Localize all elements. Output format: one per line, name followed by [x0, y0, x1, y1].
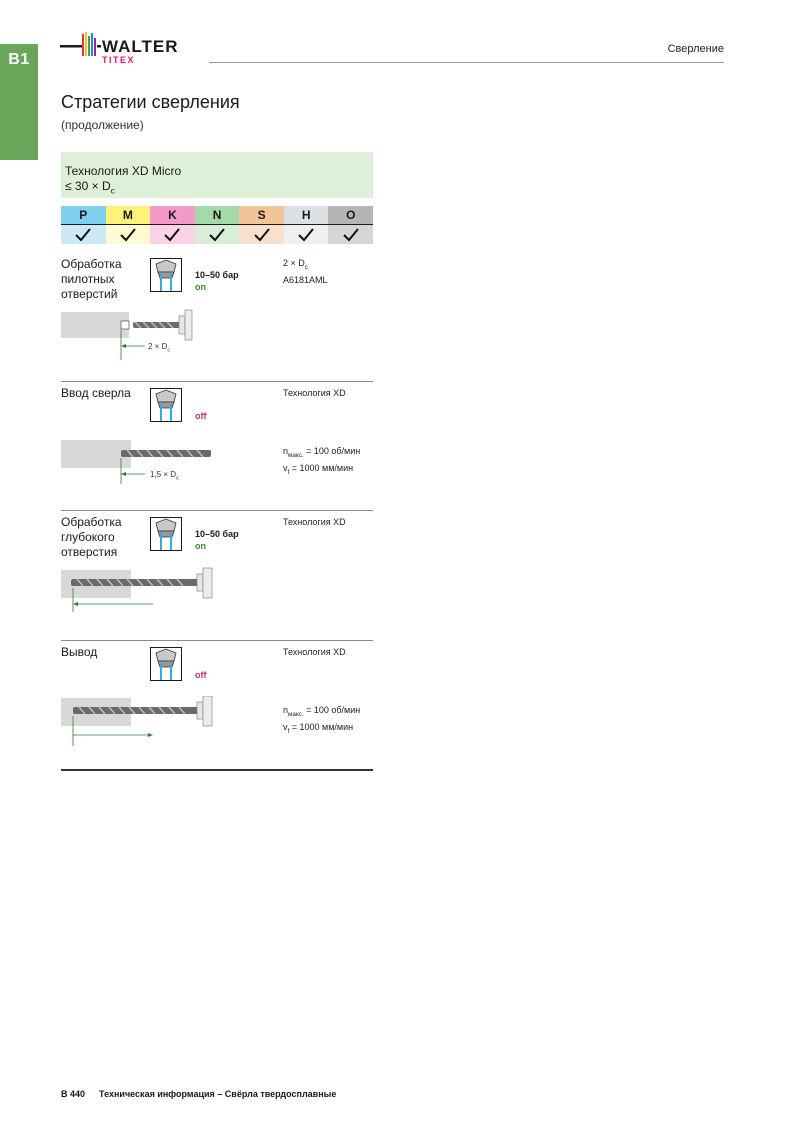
- technology-box: [61, 152, 373, 198]
- section-label: Сверление: [667, 43, 724, 55]
- step-label-retract: Вывод: [61, 645, 98, 659]
- material-column-h: [284, 206, 329, 244]
- header-rule: [209, 62, 724, 63]
- coolant-state: off: [195, 670, 207, 680]
- deep-hole-drill-diagram: [61, 566, 217, 617]
- material-letter: K: [150, 206, 195, 224]
- speed-params: $n_{макс.} = 100$ об/мин $v_f = 1000$ мм/мин: [283, 705, 361, 735]
- check-icon: [150, 224, 195, 244]
- page-subtitle: (продолжение): [61, 118, 144, 132]
- material-grid: [61, 206, 373, 244]
- material-column-o: [328, 206, 373, 244]
- chapter-tab: [0, 44, 38, 160]
- step-separator: [61, 381, 373, 382]
- coolant-pressure: 10–50 бар: [195, 529, 239, 539]
- retract-drill-diagram: [61, 696, 217, 751]
- check-icon: [328, 224, 373, 244]
- material-column-m: [106, 206, 151, 244]
- walter-titex-logo: [60, 30, 200, 66]
- page-footer: [61, 1089, 336, 1099]
- coolant-state: on: [195, 282, 206, 292]
- coolant-pressure: 10–50 бар: [195, 270, 239, 280]
- step-label-entry: Ввод сверла: [61, 386, 131, 400]
- technology-name: Технология XD Micro: [65, 164, 182, 178]
- material-column-n: [195, 206, 240, 244]
- depth-dimension: $1,5 \times D_c$: [150, 470, 179, 482]
- step-info: Технология XD: [283, 388, 346, 398]
- coolant-off-icon: [150, 388, 182, 422]
- material-column-s: [239, 206, 284, 244]
- material-column-k: [150, 206, 195, 244]
- section-end-rule: [61, 769, 373, 771]
- check-icon: [106, 224, 151, 244]
- coolant-on-icon: [150, 517, 182, 551]
- check-icon: [239, 224, 284, 244]
- step-info: Технология XD: [283, 647, 346, 657]
- coolant-on-icon: [150, 258, 182, 292]
- material-letter: P: [61, 206, 106, 224]
- footer-text: Техническая информация – Свёрла твердосплавные: [99, 1089, 337, 1099]
- page-title: Стратегии сверления: [61, 92, 240, 112]
- coolant-state: on: [195, 541, 206, 551]
- step-info: $2 \times D_c$ A6181AML: [283, 258, 328, 285]
- speed-params: $n_{макс.} = 100$ об/мин $v_f = 1000$ мм/мин: [283, 446, 361, 476]
- tool-code: A6181AML: [283, 274, 328, 285]
- coolant-state: off: [195, 411, 207, 421]
- material-letter: S: [239, 206, 284, 224]
- check-icon: [195, 224, 240, 244]
- pilot-drill-diagram: [61, 308, 201, 365]
- step-label-pilot: Обработка пилотных отверстий: [61, 257, 122, 301]
- page-number: B 440: [61, 1089, 86, 1099]
- check-icon: [284, 224, 329, 244]
- step-separator: [61, 510, 373, 511]
- logo-brand-text: WALTER: [102, 37, 179, 56]
- step-separator: [61, 640, 373, 641]
- chapter-tab-label: B1: [8, 51, 30, 68]
- step-label-deep-hole: Обработка глубокого отверстия: [61, 515, 122, 559]
- step-info: Технология XD: [283, 517, 346, 527]
- material-letter: M: [106, 206, 151, 224]
- entry-drill-diagram: [61, 438, 217, 489]
- coolant-off-icon: [150, 647, 182, 681]
- material-column-p: [61, 206, 106, 244]
- logo-sub-text: TITEX: [102, 55, 136, 65]
- check-icon: [61, 224, 106, 244]
- material-letter: N: [195, 206, 240, 224]
- depth-dimension: $2 \times D_c$: [148, 342, 171, 354]
- material-letter: H: [284, 206, 329, 224]
- material-letter: O: [328, 206, 373, 224]
- technology-depth: ≤ $30 \times D_c$: [65, 179, 115, 196]
